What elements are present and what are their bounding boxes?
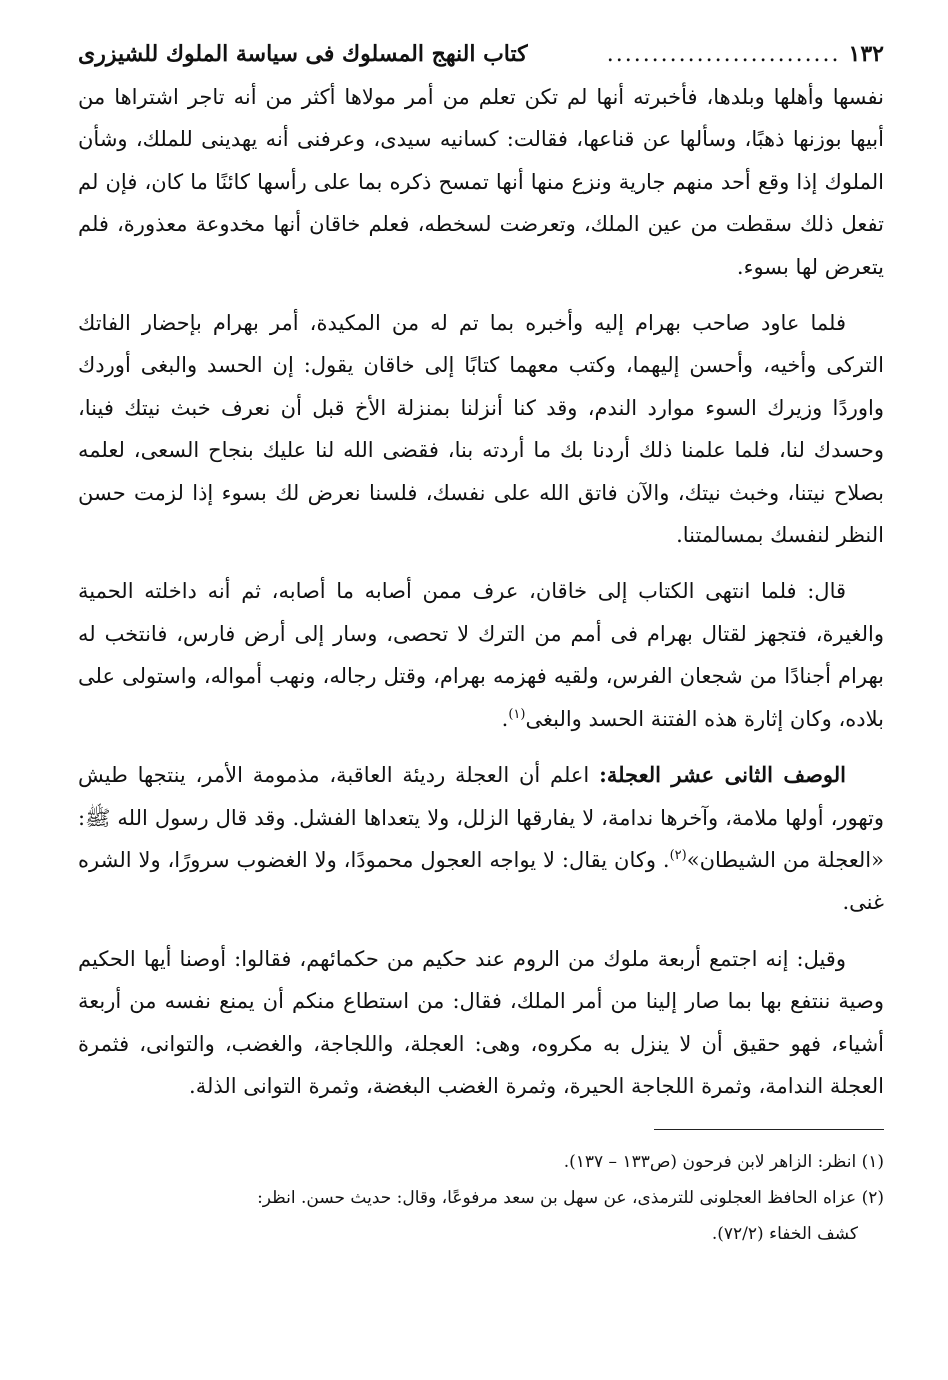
book-page <box>78 36 884 1252</box>
page-number: ١٣٢ <box>848 41 884 67</box>
paragraph-text: فلما عاود صاحب بهرام إليه وأخبره بما تم له من المكيدة، أمر بهرام بإحضار الفاتك التركى وأخيه، وأحسن إليهما، وكتب معهما كتابًا إلى خاقان يقول: إن الحسد والبغى أوردك واوردًا وزيرك السوء موارد الندم، وقد كنا أنزلنا بمنزلة الأخ قبل أن نعرف خبث نيتك فينا، وحسدك لنا، فلما علمنا ذلك أردنا بك ما أردته بنا، فقضى الله لنا عليك بنجاح السعى، لعلمه بصلاح نيتنا، وخبث نيتك، والآن فاتق الله على نفسك، فلسنا نعرض لك بسوء إذا لزمت حسن النظر لنفسك بمسالمتنا. <box>78 311 884 548</box>
header-leader-dots: .......................... <box>606 42 841 67</box>
paragraph-text: نفسها وأهلها وبلدها، فأخبرته أنها لم تكن تعلم من أمر مولاها أكثر من أنه تاجر اشتراها من أبيها بوزنها ذهبًا، وسألها عن قناعها، فقالت: كسانيه سيدى، وعرفنى أنه يهدينى للملك، وشأن الملوك إذا وقع أحد منهم جارية ونزع منها أنها تمسح ذكره بما على رأسها كائنًا ما كان، فإن لم تفعل ذلك سقطت من عين الملك، وتعرضت لسخطه، فعلم خاقان أنها مخدوعة معذورة، فلم يتعرض لها بسوء. <box>78 85 884 279</box>
footnote-divider <box>654 1129 884 1130</box>
running-header <box>78 36 884 76</box>
footnote-ref[interactable]: (١) <box>508 706 526 722</box>
book-title: كتاب النهج المسلوك فى سياسة الملوك للشيزرى <box>78 41 528 67</box>
paragraph <box>78 938 884 1108</box>
paragraph <box>78 76 884 288</box>
paragraph-text: وقيل: إنه اجتمع أربعة ملوك من الروم عند حكيم من حكمائهم، فقالوا: أوصنا أيها الحكيم وصية ننتفع بها بما صار إلينا من أمر الملك، فقال: من استطاع منكم أن يمنع نفسه من أربعة أشياء، فهو حقيق أن لا ينزل به مكروه، وهى: العجلة، واللجاجة، والغضب، والتوانى، فثمرة العجلة الندامة، وثمرة اللجاجة الحيرة، وثمرة الغضب البغضة، وثمرة التوانى الذلة. <box>78 946 884 1098</box>
footnote-continuation: كشف الخفاء (٧٢/٢). <box>711 1224 858 1245</box>
paragraph-tail: . وكان يقال: لا يواجه العجول محمودًا، ولا الغضوب سرورًا، ولا الشره غنى. <box>78 847 884 915</box>
footnotes <box>78 1144 884 1252</box>
paragraph-tail: . <box>501 706 509 731</box>
footnote: (٢) عزاه الحافظ العجلونى للترمذى، عن سهل بن سعد مرفوعًا، وقال: حديث حسن. انظر: <box>257 1188 884 1209</box>
footnote-ref[interactable]: (٢) <box>669 847 687 863</box>
section-heading: الوصف الثانى عشر العجلة: <box>599 762 846 788</box>
paragraph-text: قال: فلما انتهى الكتاب إلى خاقان، عرف ممن أصابه ما أصابه، ثم أنه داخلته الحمية والغيرة، فتجهز لقتال بهرام فى أمم من الترك لا تحصى، وسار إلى أرض فارس، فانتخب له بهرام أجنادًا من شجعان الفرس، ولقيه فهزمه بهرام، وقتل رجاله، ونهب أمواله، واستولى على بلاده، وكان إثارة هذه الفتنة الحسد والبغى <box>78 579 884 731</box>
paragraph-text: اعلم أن العجلة رديئة العاقبة، مذمومة الأمر، ينتجها طيش وتهور، أولها ملامة، وآخرها ندامة، لا يفارقها الزلل، ولا يتعداها الفشل. وقد قال رسول الله ﷺ: «العجلة من الشيطان» <box>78 763 884 872</box>
paragraph <box>78 570 884 740</box>
footnote: (١) انظر: الزاهر لابن فرحون (ص١٣٣ – ١٣٧). <box>563 1152 884 1173</box>
paragraph <box>78 754 884 924</box>
paragraph <box>78 302 884 556</box>
footnote-divider-wrap <box>78 1129 884 1130</box>
